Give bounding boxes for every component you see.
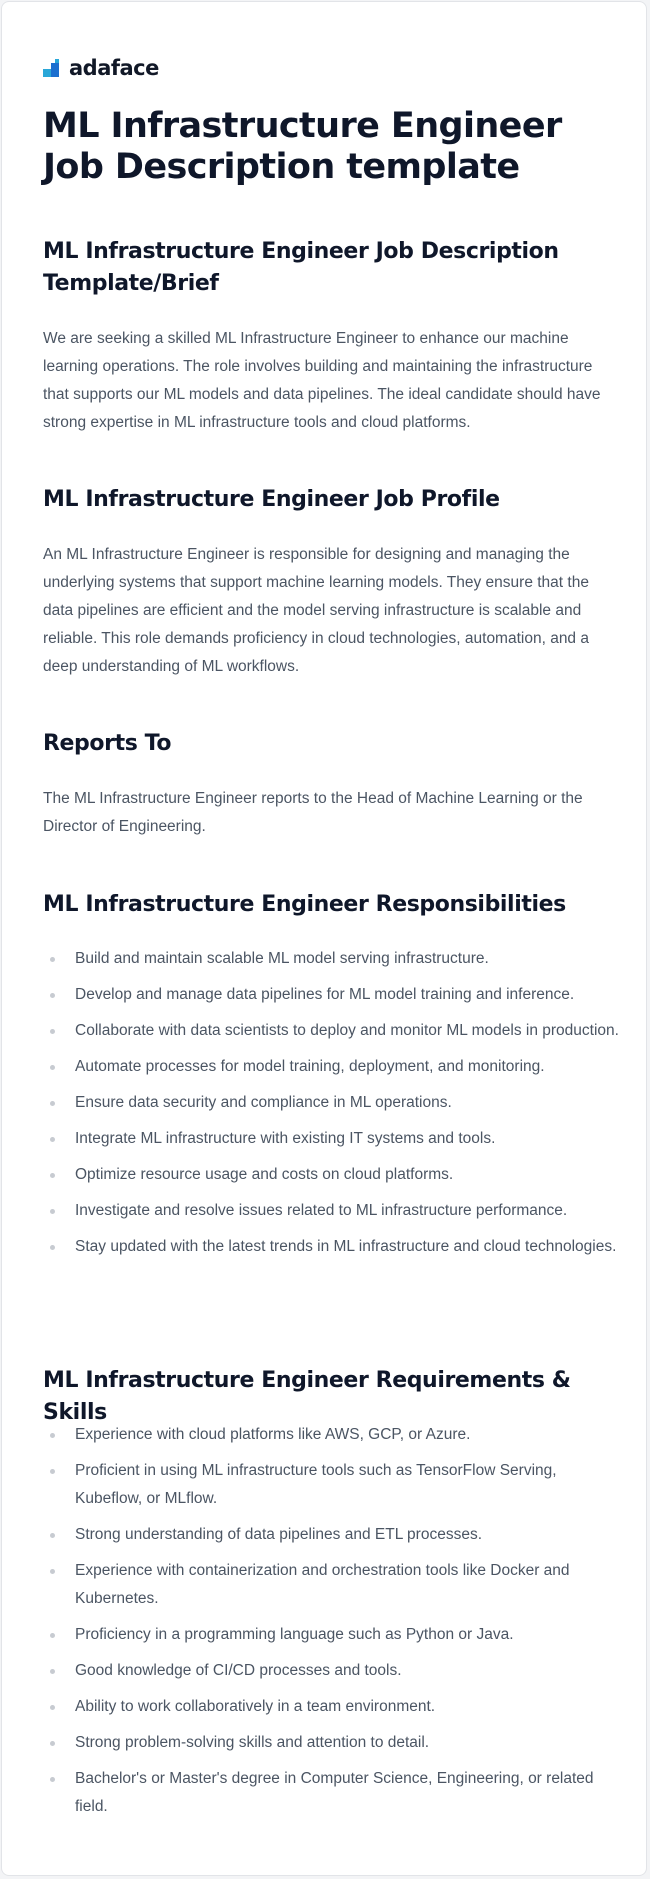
bullet-icon (50, 1245, 55, 1250)
job-description-card (1, 1, 647, 1876)
list-item: Integrate ML infrastructure with existing IT systems and tools. (43, 1125, 623, 1153)
list-item: Strong understanding of data pipelines and ETL processes. (43, 1521, 623, 1549)
section-heading-requirements: ML Infrastructure Engineer Requirements & Skills (43, 1368, 571, 1425)
bullet-icon (50, 1569, 55, 1574)
bullet-icon (50, 1533, 55, 1538)
responsibilities-list (43, 945, 623, 1269)
bullet-icon (50, 957, 55, 962)
adaface-logo-icon (43, 58, 63, 78)
section-text-brief: We are seeking a skilled ML Infrastructure Engineer to enhance our machine learning operations. The role involves building and maintaining the infrastructure that supports our ML models and data pipelines. The ideal candidate should have strong expertise in ML infrastructure tools and cloud platforms. (43, 330, 601, 431)
list-item: Ensure data security and compliance in ML operations. (43, 1089, 623, 1117)
list-item: Stay updated with the latest trends in ML infrastructure and cloud technologies. (43, 1233, 623, 1261)
list-item: Proficiency in a programming language such as Python or Java. (43, 1621, 623, 1649)
section-heading-responsibilities: ML Infrastructure Engineer Responsibilities (43, 892, 566, 917)
bullet-icon (50, 1469, 55, 1474)
bullet-icon (50, 1705, 55, 1710)
bullet-icon (50, 1433, 55, 1438)
section-text-profile: An ML Infrastructure Engineer is responsible for designing and managing the underlying systems that support machine learning models. They ensure that the data pipelines are efficient and the model serving infrastructure is scalable and reliable. This role demands proficiency in cloud technologies, automation, and a deep understanding of ML workflows. (43, 546, 589, 675)
bullet-icon (50, 1101, 55, 1106)
adaface-logo[interactable] (43, 55, 159, 81)
bullet-icon (50, 1777, 55, 1782)
bullet-icon (50, 1633, 55, 1638)
requirements-list (43, 1421, 623, 1829)
list-item: Strong problem-solving skills and attention to detail. (43, 1729, 623, 1757)
list-item: Develop and manage data pipelines for ML model training and inference. (43, 981, 623, 1009)
bullet-icon (50, 1173, 55, 1178)
bullet-icon (50, 1029, 55, 1034)
list-item: Collaborate with data scientists to deploy and monitor ML models in production. (43, 1017, 623, 1045)
list-item: Experience with cloud platforms like AWS, GCP, or Azure. (43, 1421, 623, 1449)
list-item: Ability to work collaboratively in a team environment. (43, 1693, 623, 1721)
section-text-reports-to: The ML Infrastructure Engineer reports to the Head of Machine Learning or the Director of Engineering. (43, 790, 583, 835)
list-item: Proficient in using ML infrastructure tools such as TensorFlow Serving, Kubeflow, or MLflow. (43, 1457, 623, 1513)
bullet-icon (50, 1065, 55, 1070)
list-item: Automate processes for model training, deployment, and monitoring. (43, 1053, 623, 1081)
section-heading-profile: ML Infrastructure Engineer Job Profile (43, 487, 500, 512)
list-item: Optimize resource usage and costs on cloud platforms. (43, 1161, 623, 1189)
list-item: Bachelor's or Master's degree in Computer Science, Engineering, or related field. (43, 1765, 623, 1821)
bullet-icon (50, 1669, 55, 1674)
list-item: Good knowledge of CI/CD processes and tools. (43, 1657, 623, 1685)
section-heading-reports-to: Reports To (43, 731, 172, 756)
list-item: Build and maintain scalable ML model serving infrastructure. (43, 945, 623, 973)
section-heading-brief: ML Infrastructure Engineer Job Description Template/Brief (43, 239, 559, 296)
bullet-icon (50, 993, 55, 998)
page-title: ML Infrastructure Engineer Job Description template (43, 106, 562, 187)
logo-text: adaface (69, 56, 159, 80)
list-item: Experience with containerization and orchestration tools like Docker and Kubernetes. (43, 1557, 623, 1613)
bullet-icon (50, 1137, 55, 1142)
bullet-icon (50, 1209, 55, 1214)
list-item: Investigate and resolve issues related to ML infrastructure performance. (43, 1197, 623, 1225)
bullet-icon (50, 1741, 55, 1746)
